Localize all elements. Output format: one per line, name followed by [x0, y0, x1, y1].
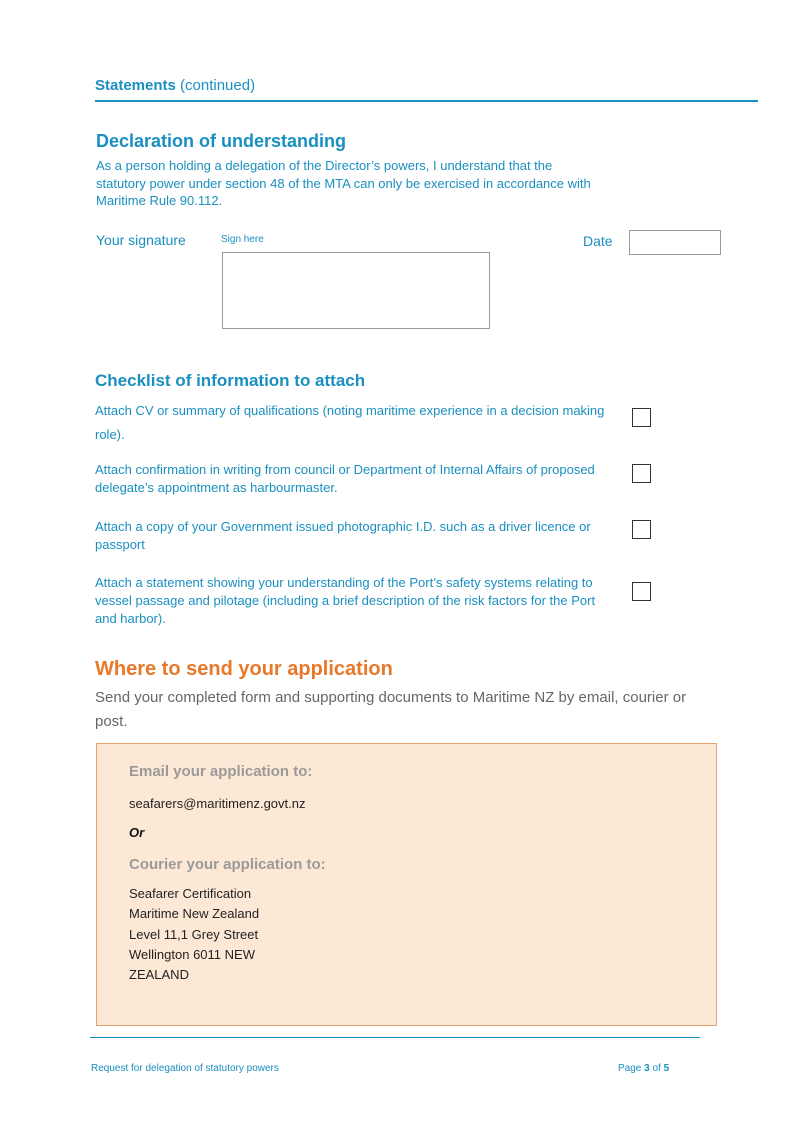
checklist-checkbox-cv[interactable] — [632, 408, 651, 427]
sign-here-hint: Sign here — [221, 234, 264, 245]
or-label: Or — [129, 825, 145, 840]
date-label: Date — [583, 233, 613, 249]
section-header — [95, 77, 255, 94]
of-word: of — [652, 1063, 661, 1074]
header-divider — [95, 100, 758, 102]
address-line: ZEALAND — [129, 967, 189, 983]
send-text: Send your completed form and supporting documents to Maritime NZ by email, courier or post. — [95, 689, 687, 730]
address-line: Wellington 6011 NEW — [129, 946, 255, 962]
address-line: Level 11,1 Grey Street — [129, 926, 259, 942]
page-indicator — [618, 1063, 669, 1074]
section-header-rest: (continued) — [180, 77, 256, 94]
footer-form-title: Request for delegation of statutory powers — [91, 1063, 279, 1074]
address-line: Seafarer Certification — [129, 886, 252, 901]
declaration-title: Declaration of understanding — [96, 131, 347, 151]
declaration-text: As a person holding a delegation of the Director’s powers, I understand that the statutory power under section 48 of the MTA can only be exercised in accordance with Maritime Rule 90.112. — [96, 158, 591, 208]
checklist-item-confirmation: Attach confirmation in writing from council or Department of Internal Affairs of proposed delegate’s appointment as harbourmaster. — [95, 462, 595, 495]
footer-divider — [90, 1037, 700, 1038]
checklist-checkbox-safety-statement[interactable] — [632, 582, 651, 601]
page-word: Page — [618, 1063, 642, 1074]
courier-address — [129, 884, 259, 985]
checklist-item-photo-id: Attach a copy of your Government issued photographic I.D. such as a driver licence or passport — [95, 519, 591, 552]
checklist-item-safety-statement: Attach a statement showing your understanding of the Port’s safety systems relating to vessel passage and pilotage (including a brief description of the risk factors for the Port and harbor). — [95, 575, 596, 626]
courier-heading: Courier your application to: — [129, 856, 326, 873]
send-title: Where to send your application — [95, 658, 393, 680]
address-line: Maritime New Zealand — [129, 906, 260, 922]
page-number: 3 — [644, 1063, 650, 1074]
section-header-bold: Statements — [95, 77, 176, 94]
page-total: 5 — [663, 1063, 670, 1074]
checklist-checkbox-photo-id[interactable] — [632, 520, 651, 539]
checklist-item-cv: Attach CV or summary of qualifications (noting maritime experience in a decision making role). — [95, 403, 605, 442]
signature-field[interactable] — [222, 252, 490, 329]
email-heading: Email your application to: — [129, 763, 313, 780]
email-address[interactable]: seafarers@maritimenz.govt.nz — [129, 796, 306, 811]
checklist-title: Checklist of information to attach — [95, 371, 366, 390]
checklist-checkbox-confirmation[interactable] — [632, 464, 651, 483]
signature-label: Your signature — [96, 232, 186, 248]
date-field[interactable] — [629, 230, 721, 255]
